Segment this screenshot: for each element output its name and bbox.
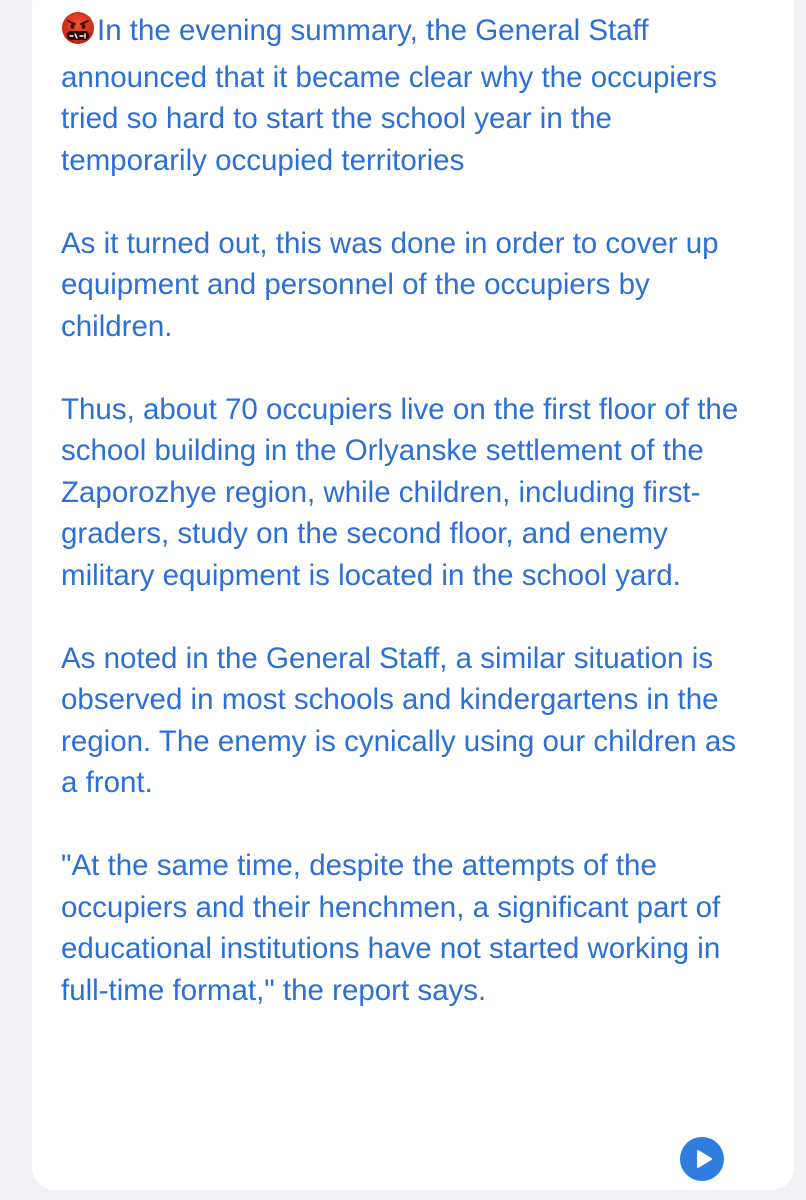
angry-face-with-symbols-on-mouth-icon <box>61 11 95 57</box>
paragraph-1 <box>61 10 751 181</box>
paragraph-2: As it turned out, this was done in order to cover up equipment and personnel of the occupiers by children. <box>61 226 719 343</box>
play-button[interactable] <box>680 1137 724 1181</box>
play-icon <box>680 1137 724 1181</box>
paragraph-5: "At the same time, despite the attempts of the occupiers and their henchmen, a significant part of educational institutions have not started working in full-time format," the report says. <box>61 849 721 1007</box>
message-text <box>61 10 751 1053</box>
paragraph-3: Thus, about 70 occupiers live on the first floor of the school building in the Orlyanske settlement of the Zaporozhye region, while children, including first-graders, study on the second floor, and enemy military equipment is located in the school yard. <box>61 392 739 592</box>
paragraph-4: As noted in the General Staff, a similar situation is observed in most schools and kindergartens in the region. The enemy is cynically using our children as a front. <box>61 641 737 799</box>
paragraph-1-text: In the evening summary, the General Staff announced that it became clear why the occupiers tried so hard to start the school year in the temporarily occupied territories <box>61 14 717 177</box>
